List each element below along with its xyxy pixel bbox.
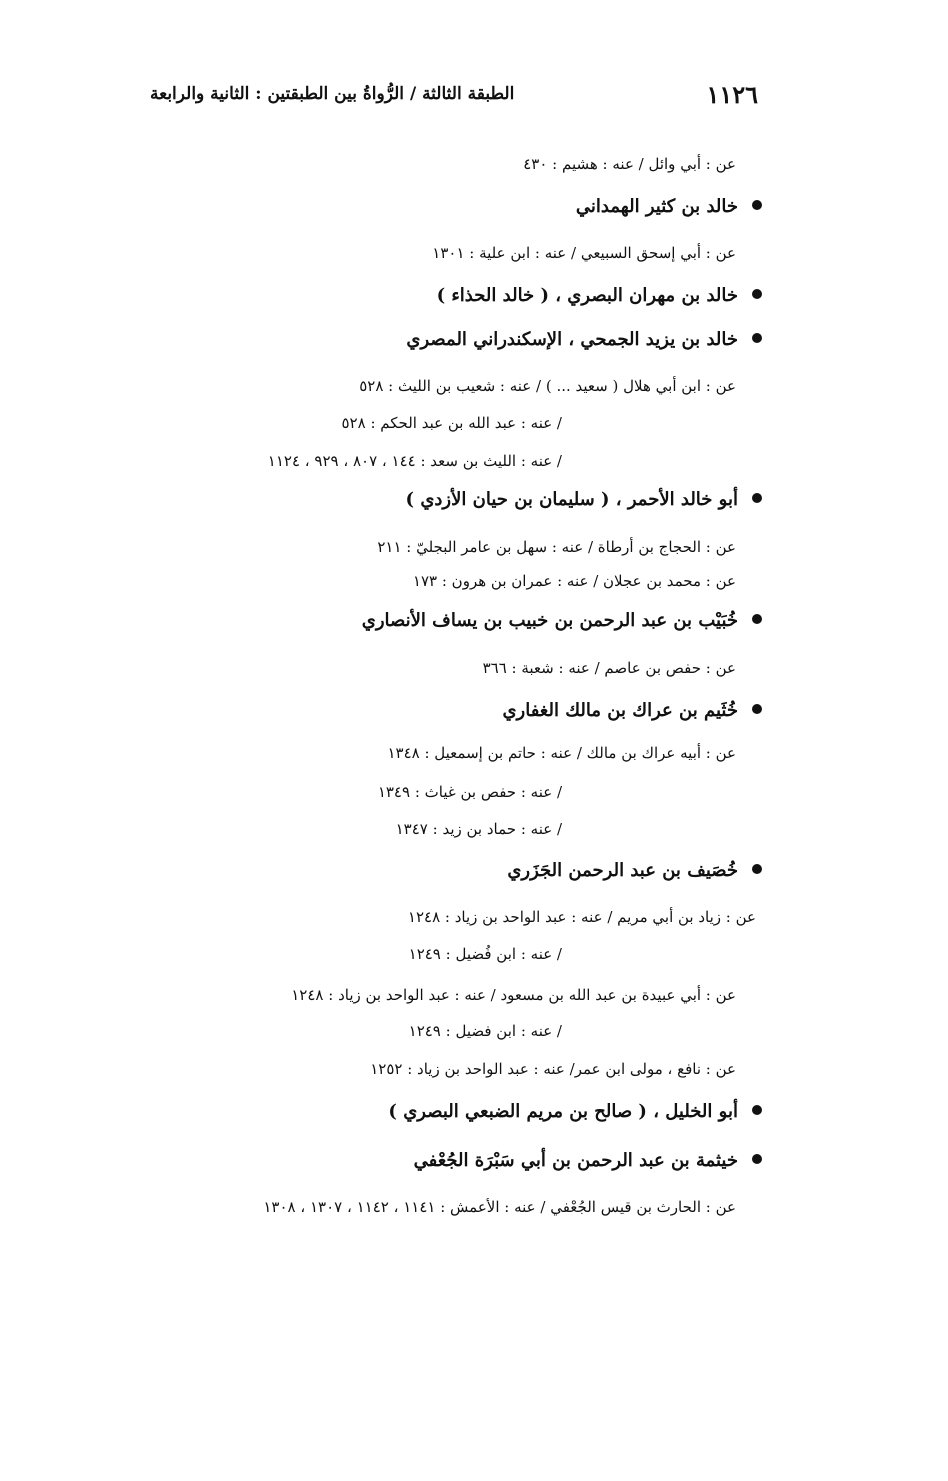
- running-header: [150, 80, 758, 116]
- narration-line: / عنه : ابن فُضيل : ١٢٤٩: [408, 945, 562, 963]
- running-title: الطبقة الثالثة / الرُّواةُ بين الطبقتين : الثانية والرابعة: [150, 84, 515, 104]
- bullet-icon: [752, 614, 762, 624]
- narration-line: عن : حفص بن عاصم / عنه : شعبة : ٣٦٦: [482, 659, 736, 677]
- narration-line: / عنه : عبد الله بن عبد الحكم : ٥٢٨: [341, 414, 562, 432]
- narration-line: عن : الحارث بن قيس الجُعْفي / عنه : الأعمش : ١١٤١ ، ١١٤٢ ، ١٣٠٧ ، ١٣٠٨: [263, 1198, 736, 1216]
- narration-line: / عنه : الليث بن سعد : ١٤٤ ، ٨٠٧ ، ٩٢٩ ، ١١٢٤: [267, 452, 562, 470]
- narration-line: / عنه : ابن فضيل : ١٢٤٩: [408, 1022, 562, 1040]
- narration-line: / عنه : حماد بن زيد : ١٣٤٧: [395, 820, 562, 838]
- bullet-icon: [752, 289, 762, 299]
- narrator-name: خالد بن مهران البصري ، ( خالد الحذاء ): [437, 282, 762, 310]
- narrator-name: خالد بن كثير الهمداني: [576, 193, 762, 221]
- narrator-name: أبو خالد الأحمر ، ( سليمان بن حيان الأزدي ): [406, 486, 762, 514]
- narrator-name: خُصَيف بن عبد الرحمن الجَزَري: [507, 857, 762, 885]
- narrator-name: خُثَيم بن عراك بن مالك الغفاري: [502, 697, 762, 725]
- narrator-name: خالد بن يزيد الجمحي ، الإسكندراني المصري: [406, 326, 762, 354]
- bullet-icon: [752, 200, 762, 210]
- page-number: ١١٢٦: [706, 80, 758, 109]
- bullet-icon: [752, 704, 762, 714]
- narration-line: عن : نافع ، مولى ابن عمر/ عنه : عبد الواحد بن زياد : ١٢٥٢: [370, 1060, 736, 1078]
- bullet-icon: [752, 333, 762, 343]
- narration-line: عن : أبي عبيدة بن عبد الله بن مسعود / عنه : عبد الواحد بن زياد : ١٢٤٨: [291, 986, 736, 1004]
- narration-line: / عنه : حفص بن غياث : ١٣٤٩: [377, 783, 562, 801]
- narrator-name: خيثمة بن عبد الرحمن بن أبي سَبْرَة الجُعْفي: [414, 1147, 762, 1175]
- narration-line: عن : ابن أبي هلال ( سعيد ... ) / عنه : شعيب بن الليث : ٥٢٨: [359, 377, 736, 395]
- narration-line: عن : الحجاج بن أرطاة / عنه : سهل بن عامر البجليّ : ٢١١: [377, 538, 736, 556]
- narrator-name: خُبَيْب بن عبد الرحمن بن خبيب بن يساف الأنصاري: [362, 607, 762, 635]
- bullet-icon: [752, 864, 762, 874]
- narration-line: عن : أبي إسحق السبيعي / عنه : ابن علية : ١٣٠١: [432, 244, 736, 262]
- narrator-name: أبو الخليل ، ( صالح بن مريم الضبعي البصري ): [388, 1098, 762, 1126]
- bullet-icon: [752, 1105, 762, 1115]
- bullet-icon: [752, 1154, 762, 1164]
- narration-line: عن : زياد بن أبي مريم / عنه : عبد الواحد بن زياد : ١٢٤٨: [407, 908, 756, 926]
- bullet-icon: [752, 493, 762, 503]
- narration-line: عن : أبيه عراك بن مالك / عنه : حاتم بن إسمعيل : ١٣٤٨: [387, 744, 736, 762]
- narration-line: عن : محمد بن عجلان / عنه : عمران بن هرون : ١٧٣: [412, 572, 736, 590]
- narration-line: عن : أبي وائل / عنه : هشيم : ٤٣٠: [523, 155, 736, 173]
